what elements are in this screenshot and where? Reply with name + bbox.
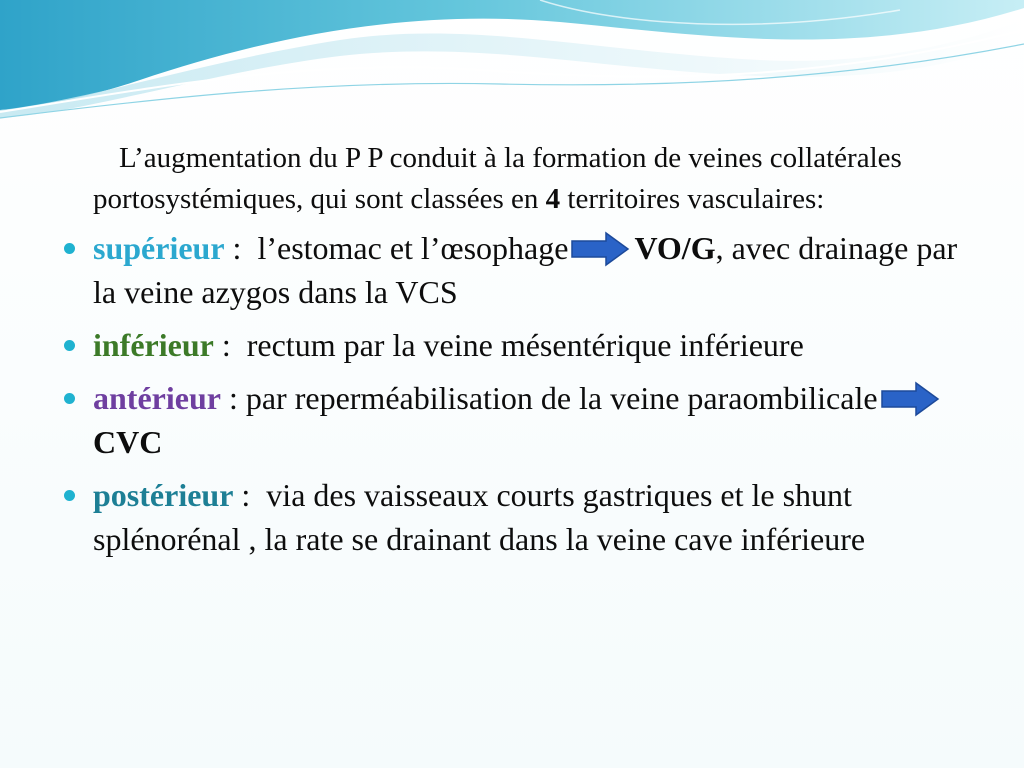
item-text-end: , avec drainage par la veine azygos dans la VCS	[93, 230, 958, 310]
term-anterieur: antérieur	[93, 380, 221, 416]
territory-count: 4	[545, 183, 561, 215]
bullet-icon	[64, 490, 75, 501]
item-strong: CVC	[93, 424, 163, 460]
bullet-icon	[64, 393, 75, 404]
right-arrow-icon	[570, 231, 630, 267]
item-text: l’estomac et l’œsophage	[257, 230, 569, 266]
item-text: via des vaisseaux courts gastriques et le shunt splénorénal , la rate se drainant dans la veine cave inférieure	[93, 477, 866, 557]
item-text: par reperméabilisation de la veine paraombilicale	[245, 380, 878, 416]
intro-text-end: territoires vasculaires:	[560, 183, 825, 215]
right-arrow-icon	[880, 381, 940, 417]
separator: :	[224, 230, 258, 266]
separator: :	[233, 477, 267, 513]
intro-paragraph	[93, 138, 960, 220]
decorative-wave-header	[0, 0, 1024, 130]
list-item-superieur	[60, 226, 960, 314]
list-item-posterieur	[60, 473, 960, 561]
separator: :	[213, 327, 247, 363]
bullet-icon	[64, 243, 75, 254]
term-posterieur: postérieur	[93, 477, 234, 513]
bullet-icon	[64, 340, 75, 351]
term-inferieur: inférieur	[93, 327, 214, 363]
list-item-anterieur	[60, 376, 960, 464]
separator: :	[220, 380, 246, 416]
item-strong: VO/G	[634, 230, 716, 266]
intro-text: L’augmentation du P P conduit à la formation de veines collatérales portosystémiques, qui sont classées en	[93, 142, 902, 215]
item-text: rectum par la veine mésentérique inférieure	[246, 327, 804, 363]
list-item-inferieur	[60, 323, 960, 367]
term-superieur: supérieur	[93, 230, 225, 266]
slide-content	[60, 138, 960, 561]
